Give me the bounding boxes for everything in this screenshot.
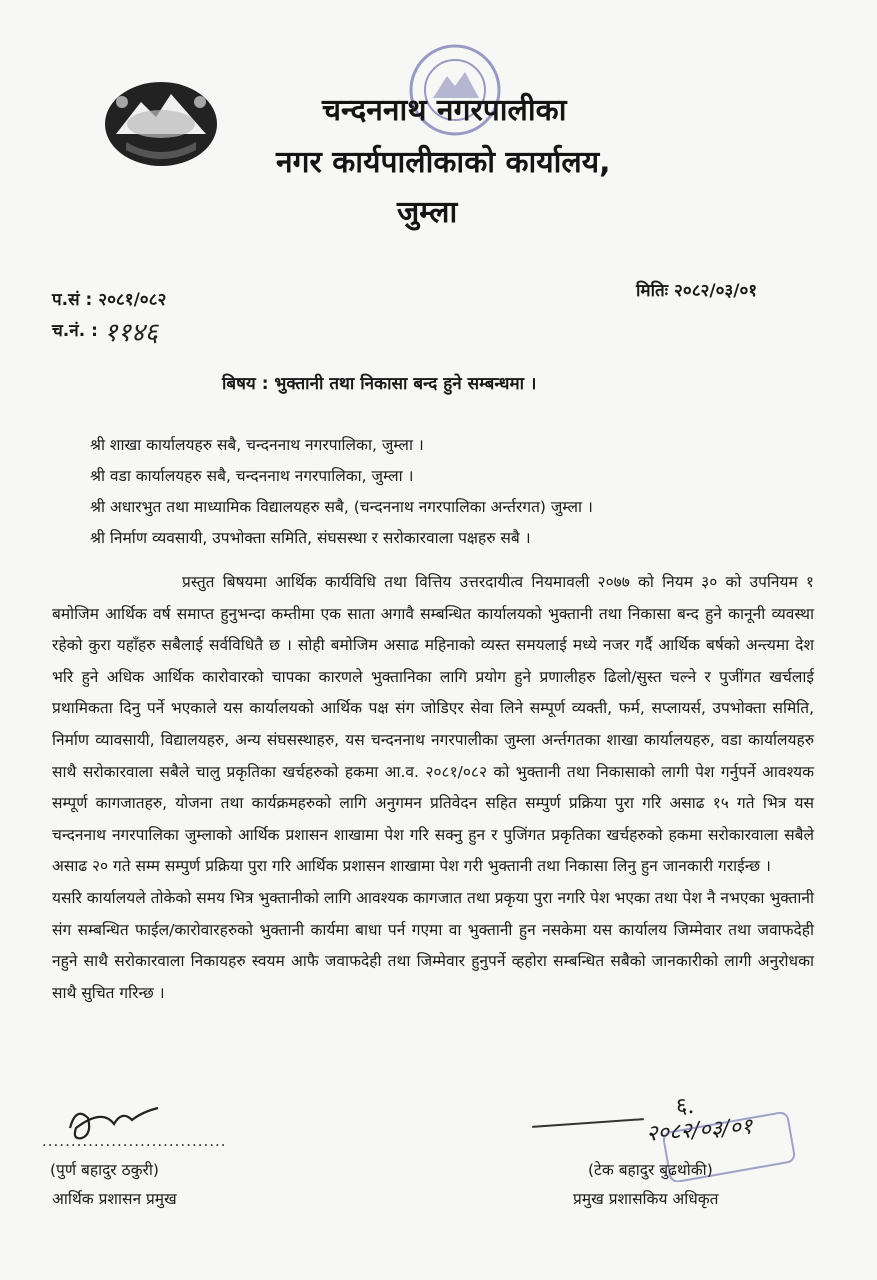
recipient-item: श्री निर्माण व्यवसायी, उपभोक्ता समिति, संघसस्था र सरोकारवाला पक्षहरु सबै ।	[90, 529, 531, 547]
recipient-item: श्री शाखा कार्यालयहरु सबै, चन्दननाथ नगरपालिका, जुम्ला ।	[90, 436, 424, 454]
municipality-name: चन्दननाथ नगरपालीका	[322, 93, 567, 128]
signatory-name-left: (पुर्ण बहादुर ठकुरी)	[50, 1161, 159, 1179]
signature-line-right	[532, 1118, 644, 1128]
office-name: नगर कार्यपालीकाको कार्यालय,	[276, 145, 611, 180]
signature-mark-right: ६.	[676, 1094, 695, 1119]
body-paragraph: प्रस्तुत बिषयमा आर्थिक कार्यविधि तथा वित्तिय उत्तरदायीत्व नियमावली २०७७ को नियम ३० को उपनियम १ बमोजिम आर्थिक वर्ष समाप्त हुनुभन्दा कम्तीमा एक साता अगावै सम्बन्धित कार्यालयको भुक्तानी तथा निकासा बन्द हुने कानूनी व्यवस्था रहेको कुरा यहाँहरु सबैलाई सर्वविधितै छ । सोही बमोजिम असाढ महिनाको व्यस्त समयलाई मध्ये नजर गर्दै आर्थिक बर्षको अन्त्यमा देश भरि हुने अधिक आर्थिक कारोवारको चापका कारणले भुक्तानिका लागि प्रयोग हुने प्रणालीहरु ढिलो/सुस्त चल्ने र पुजींगत खर्चलाई प्रथामिकता दिनु पर्ने भएकाले यस कार्यालयको आर्थिक पक्ष संग जोडिएर सेवा लिने सम्पूर्ण व्यक्ती, फर्म, सप्लायर्स, उपभोक्ता समिति, निर्माण व्यावसायी, विद्यालयहरु, अन्य संघसस्थाहरु, यस चन्दननाथ नगरपालीका जुम्ला अर्न्तगतका शाखा कार्यालयहरु, वडा कार्यालयहरु साथै सरोकारवाला सबैले चालु प्रकृतिका खर्चहरुको हकमा आ.व. २०८१/०८२ को भुक्तानी तथा निकासाको लागी पेश गर्नुपर्ने आवश्यक सम्पूर्ण कागजातहरु, योजना तथा कार्यक्रमहरुको लागि अनुगमन प्रतिवेदन सहित सम्पुर्ण प्रक्रिया पुरा गरि असाढ १५ गते भित्र यस चन्दननाथ नगरपालिका जुम्लाको आर्थिक प्रशासन शाखामा पेश गरि सक्नु हुन र पुजिंगत प्रकृतिका खर्चहरुको हकमा सरोकारवाला सबैले असाढ २० गते सम्म सम्पुर्ण प्रक्रिया पुरा गरि आर्थिक प्रशासन शाखामा पेश गरी भुक्तानी तथा निकासा लिनु हुन जानकारी गराईन्छ ।	[52, 573, 814, 876]
signatory-name-right: (टेक बहादुर बुढथोकी)	[588, 1161, 713, 1179]
body-paragraph: यसरि कार्यालयले तोकेको समय भित्र भुक्तानीको लागि आवश्यक कागजात तथा प्रकृया पुरा नगरि पेश भएका तथा पेश नै नभएका भुक्तानी संग सम्बन्धित फाईल/कारोवारहरुको भुक्तानी कार्यमा बाधा पर्न गएमा वा भुक्तानी हुन नसकेमा यस कार्यालय जिम्मेवार तथा जवाफदेही नहुने साथै सरोकारवाला निकायहरु स्वयम आफै जवाफदेही तथा जिम्मेवार हुनुपर्ने व्हहोरा सम्बन्धित सबैको जानकारीको लागी अनुरोधका साथै सुचित गरिन्छ ।	[52, 888, 814, 1002]
handwritten-date: २०८२/०३/०१	[645, 1114, 754, 1147]
letter-date: मितिः २०८२/०३/०१	[636, 281, 758, 301]
nepal-emblem-icon	[96, 72, 226, 172]
letter-body	[52, 567, 814, 1009]
recipient-item: श्री अधारभुत तथा माध्यामिक विद्यालयहरु सबै, (चन्दननाथ नगरपालिका अर्न्तरगत) जुम्ला ।	[90, 498, 593, 516]
district-name: जुम्ला	[397, 195, 458, 230]
signatory-title-left: आर्थिक प्रशासन प्रमुख	[52, 1190, 177, 1208]
signature-line-left: ................................	[42, 1132, 227, 1150]
dispatch-number-handwritten: ११४६	[104, 318, 159, 348]
dispatch-number-label: च.नं. :	[52, 321, 98, 341]
signatory-title-right: प्रमुख प्रशासकिय अधिकृत	[573, 1190, 719, 1208]
reference-number: प.सं : २०८१/०८२	[52, 290, 167, 310]
recipient-list	[90, 430, 593, 554]
letter-subject: बिषय : भुक्तानी तथा निकासा बन्द हुने सम्बन्धमा ।	[222, 374, 537, 394]
recipient-item: श्री वडा कार्यालयहरु सबै, चन्दननाथ नगरपालिका, जुम्ला ।	[90, 467, 414, 485]
